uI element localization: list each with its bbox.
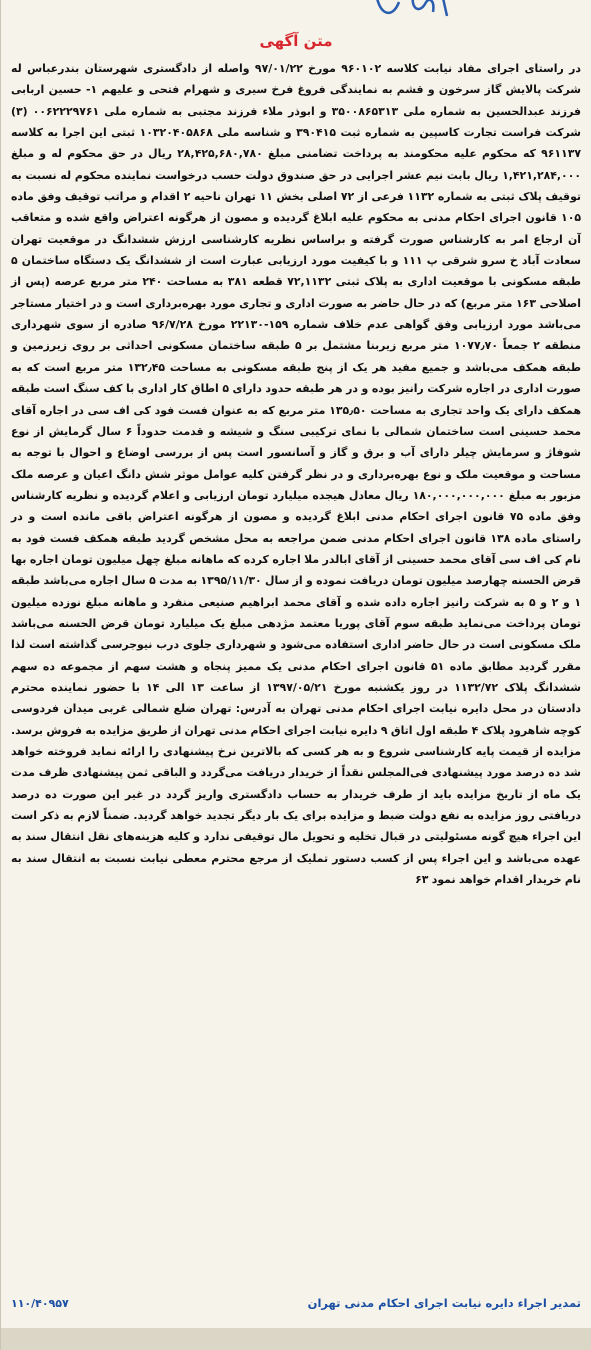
notice-code: ۱۱۰/۴۰۹۵۷ <box>11 1296 69 1310</box>
notice-signature: تمدیر اجراء دایره نیابت اجرای احکام مدنی تهران <box>307 1296 581 1310</box>
notice-footer <box>11 1296 581 1310</box>
notice-paragraph: در راستای اجرای مفاد نیابت کلاسه ۹۶۰۱۰۲ مورخ ۹۷/۰۱/۲۲ واصله از دادگستری شهرستان بندرعباس له شرکت پالایش گاز سرخون و قشم به نمایندگی فروغ فرخ سیری و شهرام فتحی و علیهم ۱- حسین اربابی فرزند عبدالحسین به شماره ملی ۳۵۰۰۸۶۵۳۱۳ و ابوذر ملاء فرزند مجتبی به شماره ملی ۰۰۶۲۲۲۹۷۶۱ (۳) شرکت فراست تجارت کاسپین به شماره ثبت ۳۹۰۴۱۵ و شناسه ملی ۱۰۳۲۰۴۰۵۸۶۸ ثبتی این اجرا به کلاسه ۹۶۱۱۳۷ که محکوم علیه محکومند به پرداخت تضامنی مبلغ ۲۸,۴۲۵,۶۸۰,۷۸۰ ریال در حق محکوم له و مبلغ ۱,۴۲۱,۲۸۴,۰۰۰ ریال بابت نیم عشر اجرایی در حق صندوق دولت حسب درخواست نماینده محکوم له نسبت به توقیف پلاک ثبتی به شماره ۱۱۳۲ فرعی از ۷۲ اصلی بخش ۱۱ تهران ناحیه ۲ اقدام و مراتب توقیف وفق ماده ۱۰۵ قانون اجرای احکام مدنی به محکوم علیه ابلاغ گردیده و مصون از هرگونه اعتراض واقع شده و متعاقب آن ارجاع امر به کارشناس صورت گرفته و براساس نظریه کارشناسی ارزش ششدانگ در موقعیت تهران سعادت آباد خ سرو شرقی پ ۱۱۱ و با کیفیت مورد ارزیابی عبارت است از ششدانگ یک دستگاه ساختمان ۵ طبقه مسکونی با موقعیت اداری به پلاک ثبتی ۷۲,۱۱۳۲ قطعه ۳۸۱ به مساحت ۲۴۰ متر مربع عرصه (پس از اصلاحی ۱۶۳ متر مربع) که در حال حاضر به صورت اداری و تجاری مورد بهره‌برداری است و در اختیار مستاجر می‌باشد مورد ارزیابی وفق گواهی عدم خلاف شماره ۱۵۹-۲۲۱۳۰ مورخ ۹۶/۷/۲۸ صادره از سوی شهرداری منطقه ۲ جمعاً ۱۰۷۷٫۷۰ متر مربع زیربنا مشتمل بر ۵ طبقه ساختمان مسکونی احداثی بر روی زیرزمین و طبقه همکف می‌باشد و جمیع مفید هر یک از پنج طبقه مسکونی به مساحت ۱۳۲٫۴۵ متر مربع است که به صورت اداری در اجاره شرکت رانیز بوده و در هر طبقه حدود دارای ۵ اطاق کار اداری با کف سنگ است طبقه همکف دارای یک واحد تجاری به مساحت ۱۳۵٫۵۰ متر مربع که به عنوان فست فود کی اف سی در اجاره آقای محمد حسینی است ساختمان شمالی با نمای ترکیبی سنگ و شیشه و قدمت حدوداً ۶ سال گرمایش از نوع شوفاژ و سرمایش چیلر دارای آب و برق و گاز و آسانسور است پس از بررسی اوضاع و احوال با توجه به مساحت و موقعیت ملک و نوع بهره‌برداری و در نظر گرفتن کلیه عوامل موثر شش دانگ اعیان و عرصه ملک مزبور به مبلغ ۱۸۰,۰۰۰,۰۰۰,۰۰۰ ریال معادل هیجده میلیارد تومان ارزیابی و اعلام گردیده و نظریه کارشناس وفق ماده ۷۵ قانون اجرای احکام مدنی ابلاغ گردیده و مصون از هرگونه اعتراض باقی مانده است و در راستای ماده ۱۳۸ قانون اجرای احکام مدنی ضمن مراجعه به محل مشخص گردید طبقه همکف فست فود به نام کی اف سی آقای محمد حسینی از آقای ابالدر ملا اجاره کرده که ماهانه مبلغ چهل میلیون تومان اجاره بها قرض الحسنه چهارصد میلیون تومان دریافت نموده و از سال ۱۳۹۵/۱۱/۳۰ به مدت ۵ سال اجاره می‌باشد طبقه ۱ و ۲ و ۵ به شرکت رانیز اجاره داده شده و آقای محمد ابراهیم صنیعی منفرد و ماهانه مبلغ نوزده میلیون تومان پرداخت می‌نماید طبقه سوم آقای پوریا معتمد مژدهی مبلغ یک میلیارد تومان قرض الحسنه می‌باشد ملک مسکونی است در حال حاضر اداری استفاده می‌شود و شهرداری جلوی درب نیوجرسی گذاشته است لذا مقرر گردید مطابق ماده ۵۱ قانون اجرای احکام مدنی یک ممیز پنجاه و هشت سهم از مجموعه ده سهم ششدانگ پلاک ۱۱۳۲/۷۲ در روز یکشنبه مورخ ۱۳۹۷/۰۵/۲۱ از ساعت ۱۳ الی ۱۴ با حضور نماینده محترم دادستان در محل دایره نیابت اجرای احکام مدنی تهران به آدرس: تهران ضلع شمالی غربی میدان فردوسی کوچه شاهرود پلاک ۴ طبقه اول اتاق ۹ دایره نیابت اجرای احکام مدنی تهران از طریق مزایده به فروش برسد. مزایده از قیمت پایه کارشناسی شروع و به هر کسی که بالاترین نرخ پیشنهادی را ارائه نماید فروخته خواهد شد ده درصد مورد پیشنهادی فی‌المجلس نقداً از خریدار دریافت می‌گردد و الباقی ثمن پیشنهادی ظرف مدت یک ماه از تاریخ مزایده باید از طرف خریدار به حساب دادگستری واریز گردد در غیر این صورت ده درصد دریافتی روز مزایده به نفع دولت ضبط و مزایده برای یک بار دیگر تجدید خواهد گردید. ضمناً لازم به ذکر است این اجراء هیچ گونه مسئولیتی در قبال تخلیه و تحویل مال توقیفی ندارد و کلیه هزینه‌های نقل انتقال سند به عهده می‌باشد و این اجراء پس از کسب دستور تملیک از مرجع محترم معطی نیابت نسبت به انتقال سند به نام خریدار اقدام خواهد نمود ۶۳ <box>11 62 582 887</box>
notice-title: متن آگهی <box>259 32 333 50</box>
handwritten-scribble <box>373 0 463 22</box>
notice-body <box>7 58 585 890</box>
bottom-edge <box>1 1328 591 1350</box>
